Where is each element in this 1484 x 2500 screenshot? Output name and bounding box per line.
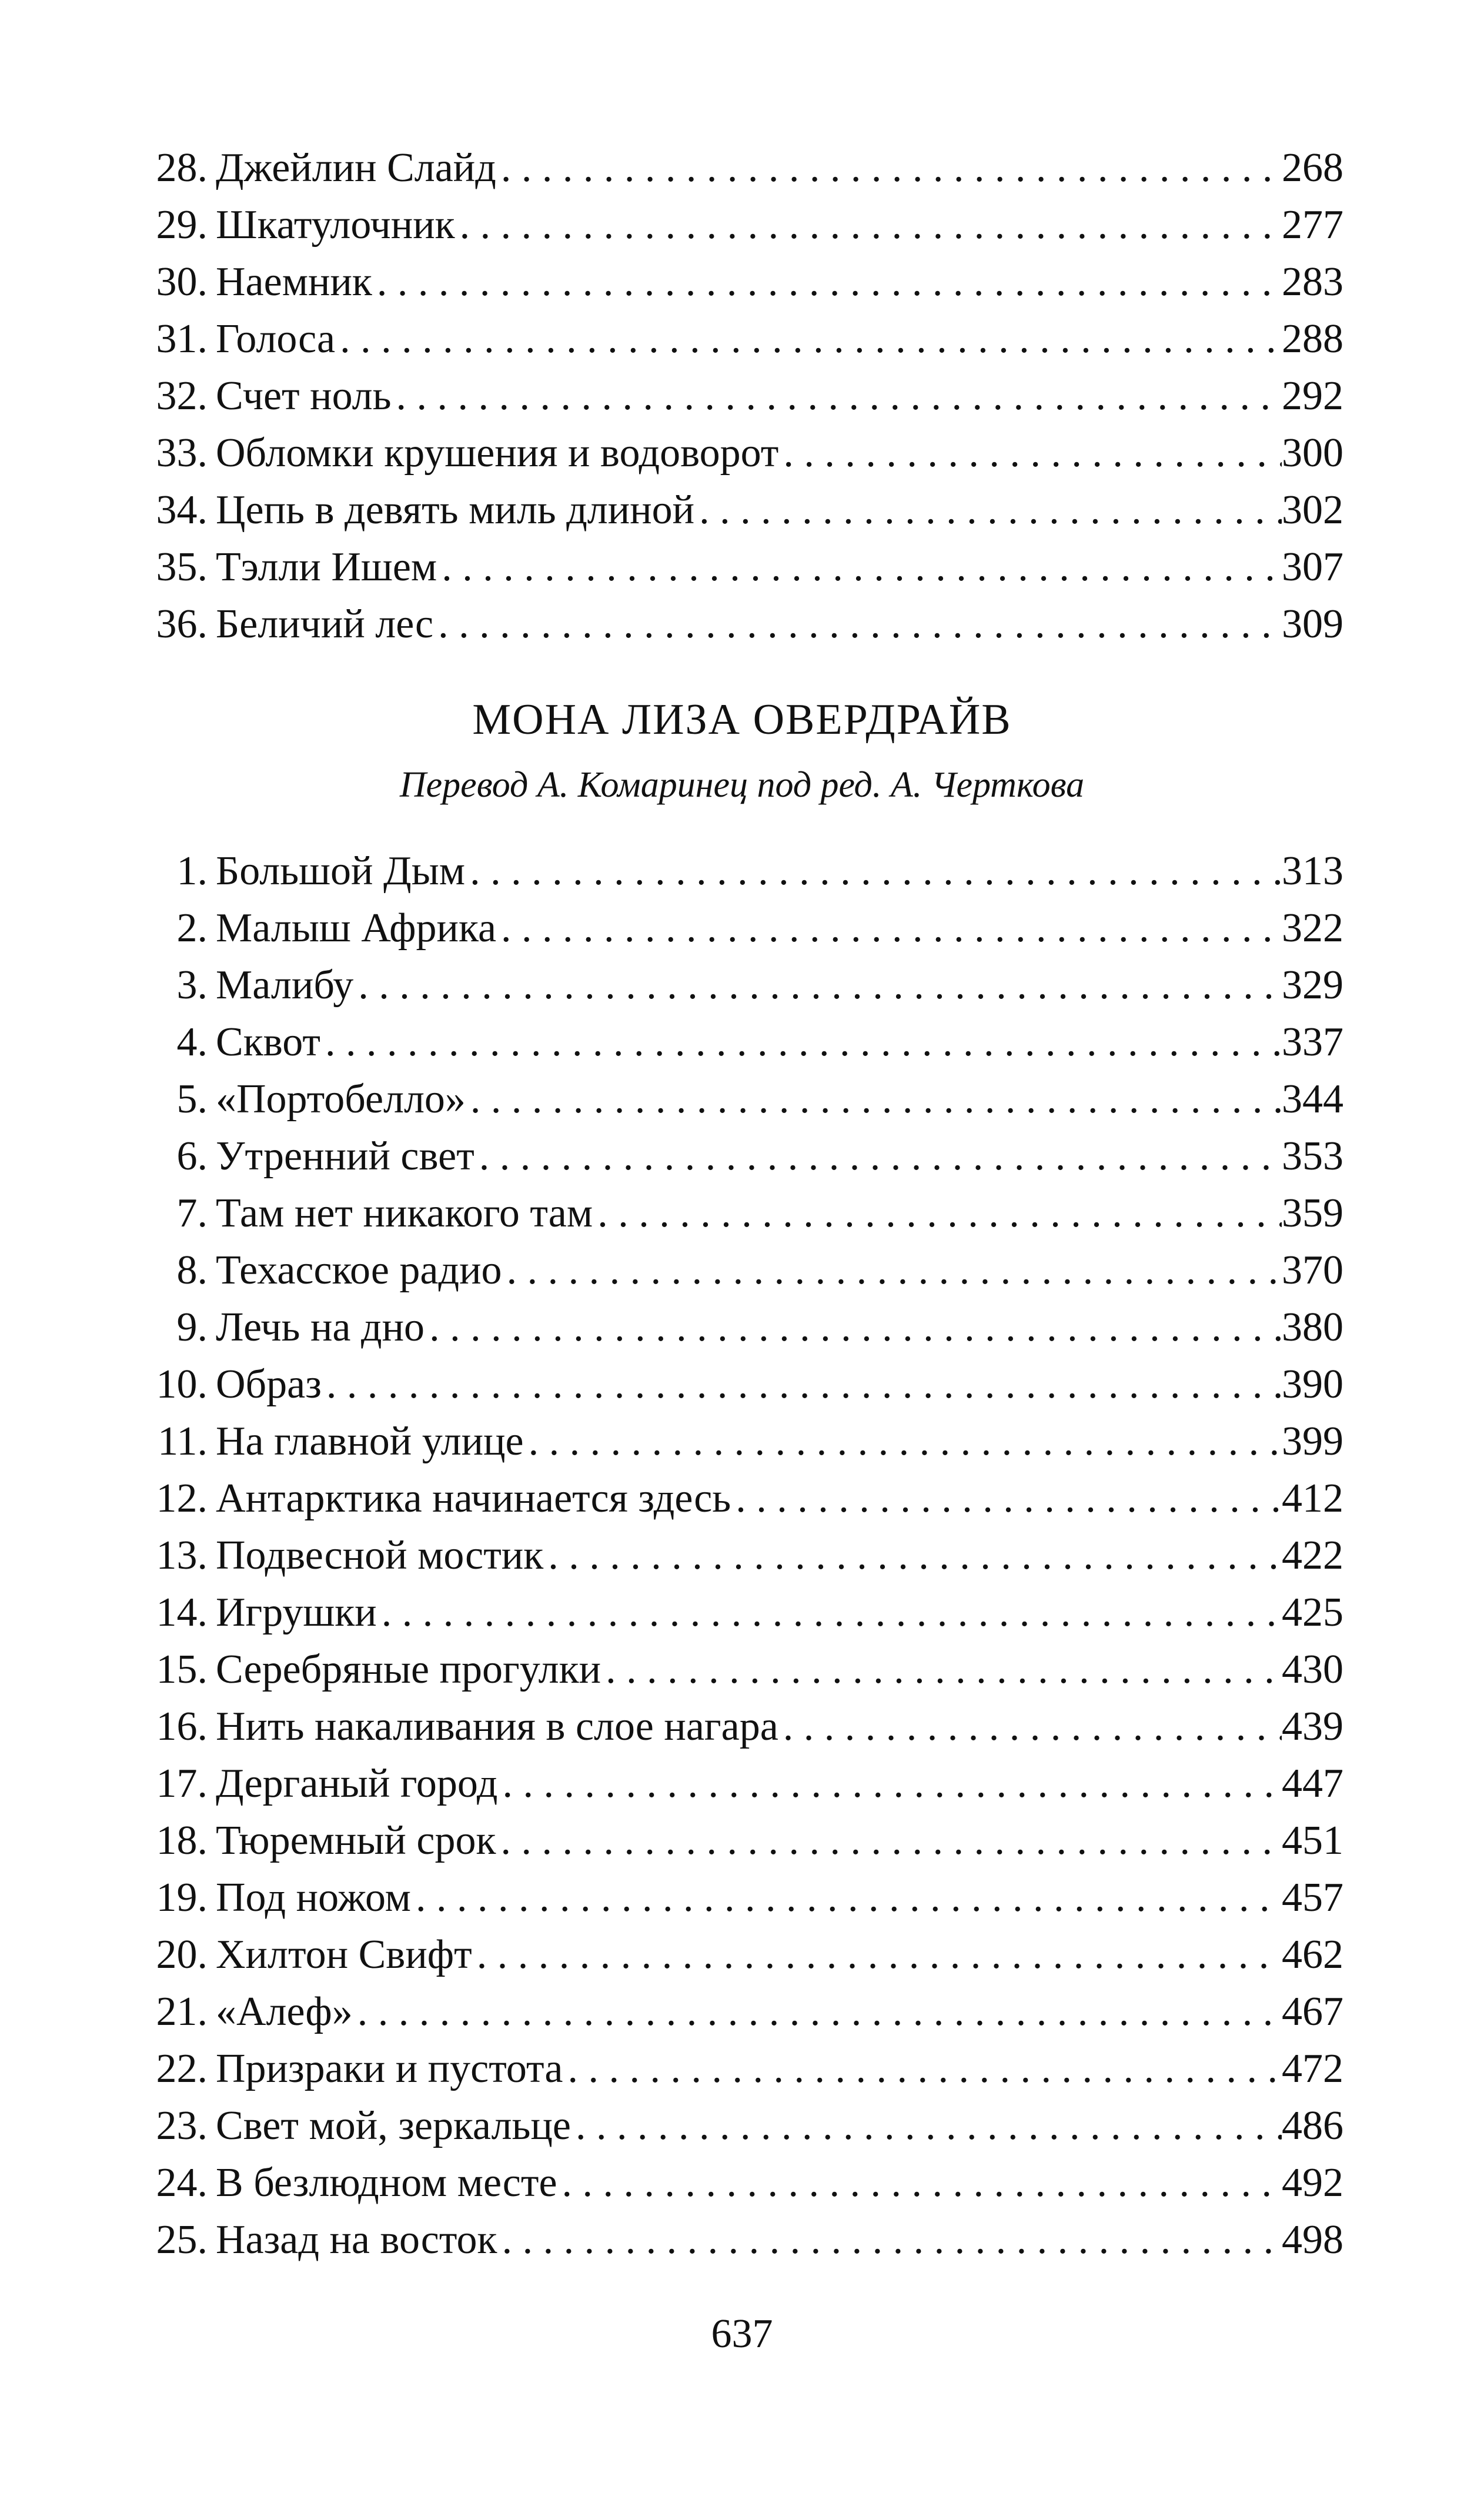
toc-dot-leader [778, 1698, 1282, 1755]
toc-entry-page: 390 [1282, 1362, 1343, 1407]
toc-dot-leader [694, 482, 1282, 539]
toc-entry [144, 1071, 1343, 1128]
toc-entry-page: 498 [1282, 2217, 1343, 2262]
toc-entry-page: 430 [1282, 1647, 1343, 1692]
toc-entry [144, 425, 1343, 482]
toc-entry-title: Серебряные прогулки [216, 1647, 601, 1692]
toc-entry [144, 139, 1343, 196]
toc-entry [144, 367, 1343, 425]
toc-entry-number: 16. [156, 1704, 208, 1749]
toc-dot-leader [557, 2154, 1282, 2211]
toc-entry [144, 1812, 1343, 1869]
toc-entry-number: 19. [156, 1875, 208, 1920]
toc-dot-leader [496, 900, 1282, 957]
toc-entry-number: 6. [176, 1134, 208, 1179]
toc-entry-title: Нить накаливания в слое нагара [216, 1704, 778, 1749]
toc-entry-page: 309 [1282, 601, 1343, 647]
toc-dot-leader [571, 2097, 1282, 2154]
toc-entry [144, 1755, 1343, 1812]
toc-entry-title: Беличий лес [216, 601, 434, 647]
toc-entry [144, 1527, 1343, 1584]
toc-entry-number: 25. [156, 2217, 208, 2262]
toc-dot-leader [465, 843, 1282, 900]
toc-entry-number: 35. [156, 544, 208, 590]
toc-entry-page: 337 [1282, 1020, 1343, 1065]
toc-dot-leader [433, 596, 1282, 653]
toc-dot-leader [322, 1356, 1282, 1413]
toc-entry-number: 9. [176, 1305, 208, 1350]
toc-entry-page: 268 [1282, 145, 1343, 190]
toc-entry-number: 33. [156, 430, 208, 476]
toc-entry [144, 482, 1343, 539]
toc-entry-number: 31. [156, 316, 208, 362]
toc-entry-number: 12. [156, 1476, 208, 1521]
toc-entry-number: 21. [156, 1989, 208, 2034]
toc-entry-title: Призраки и пустота [216, 2046, 563, 2091]
toc-dot-leader [472, 1926, 1282, 1983]
toc-dot-leader [497, 2211, 1282, 2268]
toc-entry-page: 292 [1282, 373, 1343, 419]
toc-entry-title: Большой Дым [216, 848, 466, 894]
toc-entry-number: 29. [156, 202, 208, 248]
toc-dot-leader [778, 425, 1282, 482]
toc-entry [144, 1926, 1343, 1983]
toc-entry-title: «Алеф» [216, 1989, 353, 2034]
toc-list-mona-lisa-overdrive [144, 843, 1343, 2268]
toc-dot-leader [731, 1470, 1282, 1527]
toc-entry-page: 422 [1282, 1533, 1343, 1578]
toc-entry [144, 310, 1343, 367]
toc-entry-title: Тэлли Ишем [216, 544, 437, 590]
toc-entry-title: Под ножом [216, 1875, 411, 1920]
toc-dot-leader [496, 1812, 1282, 1869]
toc-entry-title: Техасское радио [216, 1248, 502, 1293]
toc-entry [144, 539, 1343, 596]
toc-entry-page: 486 [1282, 2103, 1343, 2148]
toc-entry-title: Свет мой, зеркальце [216, 2103, 571, 2148]
toc-entry-number: 15. [156, 1647, 208, 1692]
toc-entry [144, 1584, 1343, 1641]
toc-entry-title: На главной улице [216, 1419, 524, 1464]
toc-entry-number: 1. [176, 848, 208, 894]
toc-entry-title: Джейлин Слайд [216, 145, 496, 190]
toc-dot-leader [455, 196, 1282, 253]
toc-entry [144, 1869, 1343, 1926]
toc-entry [144, 900, 1343, 957]
toc-entry-number: 7. [176, 1191, 208, 1236]
toc-entry-title: Лечь на дно [216, 1305, 425, 1350]
toc-entry-page: 462 [1282, 1932, 1343, 1977]
toc-entry-page: 322 [1282, 905, 1343, 951]
toc-dot-leader [474, 1128, 1282, 1185]
toc-entry [144, 196, 1343, 253]
toc-entry [144, 1641, 1343, 1698]
toc-entry-number: 32. [156, 373, 208, 419]
toc-entry-page: 313 [1282, 848, 1343, 894]
toc-dot-leader [320, 1014, 1282, 1071]
toc-dot-leader [437, 539, 1282, 596]
toc-entry [144, 2097, 1343, 2154]
toc-entry-number: 8. [176, 1248, 208, 1293]
toc-entry-number: 36. [156, 601, 208, 647]
toc-entry-page: 307 [1282, 544, 1343, 590]
toc-entry-title: Дерганый город [216, 1761, 498, 1806]
toc-dot-leader [496, 139, 1282, 196]
toc-entry-title: Игрушки [216, 1590, 377, 1635]
toc-entry-page: 457 [1282, 1875, 1343, 1920]
toc-entry-number: 34. [156, 487, 208, 533]
toc-entry-title: Счет ноль [216, 373, 392, 419]
toc-entry-number: 3. [176, 962, 208, 1008]
toc-entry-page: 288 [1282, 316, 1343, 362]
toc-entry-page: 300 [1282, 430, 1343, 476]
toc-entry [144, 843, 1343, 900]
toc-entry [144, 1470, 1343, 1527]
toc-entry-number: 14. [156, 1590, 208, 1635]
toc-entry-page: 425 [1282, 1590, 1343, 1635]
toc-entry-number: 2. [176, 905, 208, 951]
toc-dot-leader [425, 1299, 1282, 1356]
toc-entry-title: В безлюдном месте [216, 2160, 557, 2205]
toc-dot-leader [593, 1185, 1282, 1242]
toc-dot-leader [335, 310, 1282, 367]
toc-entry-number: 23. [156, 2103, 208, 2148]
toc-dot-leader [502, 1242, 1282, 1299]
toc-entry-page: 380 [1282, 1305, 1343, 1350]
toc-dot-leader [411, 1869, 1282, 1926]
toc-entry-number: 17. [156, 1761, 208, 1806]
toc-entry-number: 28. [156, 145, 208, 190]
toc-entry-title: Цепь в девять миль длиной [216, 487, 695, 533]
toc-dot-leader [353, 957, 1282, 1014]
toc-entry-title: Малыш Африка [216, 905, 497, 951]
toc-entry-page: 359 [1282, 1191, 1343, 1236]
toc-entry-title: Малибу [216, 962, 354, 1008]
toc-entry-number: 20. [156, 1932, 208, 1977]
toc-entry-page: 412 [1282, 1476, 1343, 1521]
toc-entry-title: Утренний свет [216, 1134, 474, 1179]
toc-entry-title: Хилтон Свифт [216, 1932, 472, 1977]
toc-dot-leader [543, 1527, 1282, 1584]
toc-entry [144, 957, 1343, 1014]
toc-entry-page: 399 [1282, 1419, 1343, 1464]
toc-entry-number: 18. [156, 1818, 208, 1863]
toc-entry-page: 451 [1282, 1818, 1343, 1863]
toc-entry-number: 4. [176, 1020, 208, 1065]
toc-entry-page: 492 [1282, 2160, 1343, 2205]
toc-entry [144, 1185, 1343, 1242]
toc-dot-leader [353, 1983, 1282, 2040]
section-title: МОНА ЛИЗА ОВЕРДРАЙВ [472, 696, 1012, 744]
toc-entry [144, 2040, 1343, 2097]
toc-entry-number: 13. [156, 1533, 208, 1578]
toc-dot-leader [372, 253, 1282, 310]
toc-entry [144, 1413, 1343, 1470]
toc-entry-page: 472 [1282, 2046, 1343, 2091]
toc-entry-page: 370 [1282, 1248, 1343, 1293]
toc-entry-title: Антарктика начинается здесь [216, 1476, 731, 1521]
toc-entry-title: Шкатулочник [216, 202, 455, 248]
toc-entry [144, 1983, 1343, 2040]
toc-entry-page: 439 [1282, 1704, 1343, 1749]
toc-dot-leader [497, 1755, 1282, 1812]
toc-entry-page: 283 [1282, 259, 1343, 305]
toc-entry-number: 22. [156, 2046, 208, 2091]
toc-entry-title: Образ [216, 1362, 322, 1407]
toc-entry-number: 11. [158, 1419, 208, 1464]
toc-entry-title: Назад на восток [216, 2217, 497, 2262]
toc-entry-number: 30. [156, 259, 208, 305]
toc-entry-title: Сквот [216, 1020, 320, 1065]
toc-entry [144, 1128, 1343, 1185]
toc-entry [144, 1698, 1343, 1755]
toc-entry-page: 344 [1282, 1077, 1343, 1122]
toc-entry-page: 447 [1282, 1761, 1343, 1806]
toc-entry-page: 277 [1282, 202, 1343, 248]
toc-entry [144, 1242, 1343, 1299]
toc-entry-title: Наемник [216, 259, 372, 305]
toc-entry-title: «Портобелло» [216, 1077, 466, 1122]
toc-list-previous-part [144, 139, 1343, 653]
toc-dot-leader [392, 367, 1282, 425]
toc-entry-title: Подвесной мостик [216, 1533, 544, 1578]
toc-entry-number: 10. [156, 1362, 208, 1407]
toc-entry-page: 467 [1282, 1989, 1343, 2034]
toc-entry-page: 329 [1282, 962, 1343, 1008]
toc-entry [144, 2154, 1343, 2211]
toc-entry [144, 1299, 1343, 1356]
toc-entry [144, 2211, 1343, 2268]
toc-dot-leader [563, 2040, 1282, 2097]
toc-dot-leader [524, 1413, 1282, 1470]
toc-entry [144, 1356, 1343, 1413]
toc-entry-title: Там нет никакого там [216, 1191, 593, 1236]
toc-entry-page: 302 [1282, 487, 1343, 533]
toc-entry-page: 353 [1282, 1134, 1343, 1179]
toc-entry-number: 5. [176, 1077, 208, 1122]
toc-entry-number: 24. [156, 2160, 208, 2205]
toc-entry [144, 1014, 1343, 1071]
section-subtitle: Перевод А. Комаринец под ред. А. Черткова [399, 765, 1085, 805]
toc-entry-title: Обломки крушения и водоворот [216, 430, 779, 476]
toc-entry-title: Голоса [216, 316, 336, 362]
toc-entry [144, 596, 1343, 653]
toc-dot-leader [466, 1071, 1282, 1128]
toc-entry [144, 253, 1343, 310]
toc-dot-leader [601, 1641, 1282, 1698]
page-number: 637 [711, 2311, 773, 2357]
toc-entry-title: Тюремный срок [216, 1818, 496, 1863]
toc-dot-leader [377, 1584, 1282, 1641]
